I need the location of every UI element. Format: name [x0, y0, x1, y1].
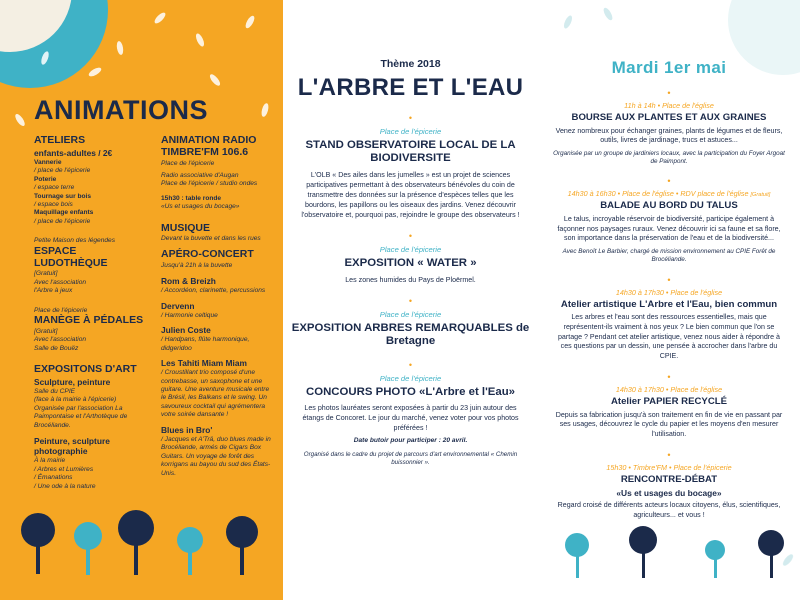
event-body: Les zones humides du Pays de Ploërmel.: [345, 275, 476, 284]
atelier-item-place: / place de l'épicerie: [34, 167, 91, 175]
event-time: 14h30 à 17h30 • Place de l'église: [615, 287, 723, 297]
section-ludotheque: [34, 237, 147, 295]
radio-slot: 15h30 : table ronde: [161, 194, 222, 202]
right-event-3: [538, 275, 800, 362]
event-time: [538, 189, 800, 198]
right-event-4: [538, 372, 800, 440]
manege-title: MANÈGE À PÉDALES: [34, 314, 144, 327]
section-expositions-art: [34, 364, 147, 491]
radio-place: Place de l'épicerie: [161, 159, 215, 167]
event-body: Les arbres et l'eau sont des ressources essentielles, mais que représentent-ils vraiment à nos yeux ? Le bien commun que l'on se partage ? Pendant cet atelier artistique, venez nous aider à répondre à ces questions par un dessin, une pensée à accrocher dans l'arbre du CPIE.: [557, 313, 781, 361]
band-2: Dervenn: [161, 300, 195, 311]
dot-separator: •: [408, 113, 413, 123]
event-title: Atelier artistique L'Arbre et l'Eau, bien commun: [560, 298, 778, 310]
expo-art-item2-l1: / Arbres et Lumières: [34, 465, 94, 473]
radio-org: Radio associative d'Augan: [161, 171, 239, 179]
expo-art-title: EXPOSITONS D'ART: [34, 363, 137, 376]
expo-art-item1-org: Organisée par l'association La Paimpontaise et l'Arthotèque de Brocéliande.: [34, 404, 128, 429]
ludotheque-badge: [Gratuit]: [34, 270, 58, 278]
section-ateliers: [34, 135, 147, 226]
left-column-2: [161, 135, 274, 502]
manege-org: Avec l'association: [34, 336, 87, 344]
right-event-1: [538, 88, 800, 166]
dot-separator: •: [667, 176, 671, 187]
expo-art-item1: Sculpture, peinture: [34, 376, 111, 387]
atelier-item: Vannerie: [34, 158, 62, 166]
event-place: Place de l'épicerie: [379, 245, 442, 255]
expo-art-item1-place: Salle du CPIE: [34, 387, 76, 395]
section-radio: [161, 135, 274, 212]
expo-art-item2-l2: / Émanations: [34, 474, 73, 482]
tree-illustrations: [0, 510, 283, 600]
expo-art-item2-l3: / Une ode à la nature: [34, 482, 96, 490]
event-body: Depuis sa fabrication jusqu'à son traitement en fin de vie en passant par ses usages, découvrez le cycle du papier et les moyens d'en mesurer l'utilisation.: [555, 410, 783, 439]
event-body: L'OLB « Des ailes dans les jumelles » est un projet de sciences participatives permettant à des observateurs bénévoles du coin de transmettre des données sur la présence d'espèces telles que les bourdons, les papillons ou les oiseaux des jardins. Venez découvrir l'observatoire et, pourquoi pas, rejoindre le groupe des observateurs !: [301, 170, 520, 220]
band-1-desc: / Accordéon, clarinette, percussions: [161, 287, 266, 295]
band-5: Blues in Bro': [161, 424, 213, 435]
expo-art-item2-place: À la mairie: [34, 457, 66, 465]
band-4: Les Tahiti Miam Miam: [161, 358, 247, 369]
atelier-item-place: / place de l'épicerie: [34, 217, 91, 225]
event-body: Regard croisé de différents acteurs locaux citoyens, élus, scientifiques, agriculteurs... et vous !: [557, 501, 781, 520]
dot-separator: •: [408, 295, 413, 306]
right-column: [538, 0, 800, 600]
left-column-1: [34, 135, 147, 502]
manege-pre: Place de l'épicerie: [34, 306, 88, 314]
dot-separator: •: [408, 359, 413, 370]
event-time: 11h à 14h • Place de l'église: [624, 101, 714, 110]
ludotheque-org2: l'Arbre à jeux: [34, 287, 73, 295]
event-body: Venez nombreux pour échanger graines, plants de légumes et de fleurs, outils, livres de jardinage, trucs et astuces...: [555, 126, 783, 145]
event-title: STAND OBSERVATOIRE LOCAL DE LA BIODIVERSITE: [305, 139, 516, 165]
musique-title: MUSIQUE: [161, 221, 211, 234]
event-body: Le talus, incroyable réservoir de biodiversité, participe également à façonner nos paysages ruraux. Venez découvrir ici sa faune et sa flore, son importance dans la préservation de l'eau et de la biodiversité...: [557, 214, 781, 243]
animations-heading: ANIMATIONS: [34, 95, 208, 125]
event-title: EXPOSITION « WATER »: [344, 257, 477, 270]
event-title: Atelier PAPIER RECYCLÉ: [610, 396, 728, 407]
event-deadline: Date butoir pour participer : 20 avril.: [353, 437, 468, 445]
event-place: Place de l'épicerie: [379, 373, 442, 383]
section-musique: [161, 223, 274, 478]
band-3: Julien Coste: [161, 325, 211, 336]
apero-concert-time: Jusqu'à 21h à la buvette: [161, 261, 233, 269]
event-time-text: 14h30 à 16h30 • Place de l'église: [567, 189, 674, 199]
ludotheque-pre: Petite Maison des légendes: [34, 237, 116, 245]
manege-org2: Salle de Bouëz: [34, 344, 79, 352]
manege-badge: [Gratuit]: [34, 327, 58, 335]
event-rdv: • RDV place de l'église: [675, 189, 749, 199]
expo-art-item2: Peinture, sculpture photographie: [34, 436, 110, 457]
mid-event-1: [283, 113, 538, 220]
event-time: 14h30 à 17h30 • Place de l'église: [615, 385, 723, 394]
event-title: BALADE AU BORD DU TALUS: [600, 200, 738, 212]
event-title: RENCONTRE-DÉBAT: [620, 473, 718, 485]
event-title: CONCOURS PHOTO «L'Arbre et l'Eau»: [305, 385, 515, 398]
atelier-item: Poterie: [34, 175, 57, 183]
theme-title: L'ARBRE ET L'EAU: [297, 74, 524, 101]
tree-illustrations-right: [565, 526, 784, 578]
band-2-desc: / Harmonie celtique: [161, 311, 218, 319]
radio-studio: Place de l'épicerie / studio ondes: [161, 180, 258, 188]
middle-column: [283, 0, 538, 600]
event-body: Les photos lauréates seront exposées à partir du 23 juin autour des étangs de Concoret. Le jour du marché, venez voter pour vos photos préférées !: [302, 404, 519, 433]
mid-event-3: [283, 296, 538, 349]
event-note: Organisé dans le cadre du projet de parcours d'art environnemental « Chemin buissonnier ».: [303, 450, 518, 466]
mid-event-4: [283, 360, 538, 468]
radio-title: ANIMATION RADIO TIMBRE'FM 106.6: [161, 134, 257, 158]
atelier-item: Maquillage enfants: [34, 209, 94, 217]
dot-separator: •: [667, 372, 671, 382]
right-event-2: [538, 176, 800, 264]
ateliers-title: ATELIERS: [34, 134, 86, 146]
event-subtitle: «Us et usages du bocage»: [616, 488, 722, 499]
event-title: BOURSE AUX PLANTES ET AUX GRAINES: [571, 112, 767, 123]
event-place: Place de l'épicerie: [379, 127, 442, 136]
left-panel: [0, 0, 283, 600]
expo-art-item1-note: (face à la mairie à l'épicerie): [34, 396, 117, 404]
day-heading: Mardi 1er mai: [611, 58, 727, 77]
dot-separator: •: [667, 449, 671, 460]
atelier-item-place: / espace terre: [34, 184, 75, 192]
event-time: 15h30 • Timbre'FM • Place de l'épicerie: [606, 462, 732, 472]
apero-concert-title: APÉRO-CONCERT: [161, 247, 254, 260]
event-badge: [Gratuit]: [750, 192, 771, 199]
ludotheque-org: Avec l'association: [34, 278, 87, 286]
dot-separator: •: [408, 231, 413, 242]
band-3-desc: / Handpans, flûte harmonique, didgeridoo: [161, 336, 250, 352]
dot-separator: •: [667, 274, 671, 285]
atelier-item: Tournage sur bois: [34, 192, 92, 200]
musique-place: Devant la buvette et dans les rues: [161, 235, 261, 243]
ateliers-subtitle: enfants-adultes / 2€: [34, 147, 113, 158]
event-note: Avec Benoît Le Barbier, chargé de mission environnement au CPIE Forêt de Brocéliande.: [562, 248, 776, 264]
event-title: EXPOSITION ARBRES REMARQUABLES de Bretagne: [291, 321, 530, 348]
ludotheque-title: ESPACE LUDOTHÈQUE: [34, 244, 108, 269]
theme-label: Thème 2018: [380, 58, 441, 70]
band-4-desc: / Croustillant trio composé d'une contrebasse, un saxophone et une guitare. Une aventure musicale entre le Brésil, les Balkans et le swing. Un savoureux cocktail qui agrémentera votre soirée dansante !: [161, 369, 270, 419]
atelier-item-place: / espace bois: [34, 201, 73, 209]
event-note: Organisée par un groupe de jardiniers locaux, avec la participation du Foyer Argoat de Paimpont.: [553, 150, 785, 166]
right-event-5: [538, 450, 800, 521]
radio-slot-sub: «Us et usages du bocage»: [161, 203, 240, 211]
band-5-desc: / Jacques et A'Trä, duo blues made in Brocéliande, armés de Cigars Box Guitars. Un voyage de forêt des korrigans au bayou du sud des États-Unis.: [161, 435, 271, 477]
section-manege: [34, 307, 147, 354]
event-place: Place de l'épicerie: [379, 309, 442, 319]
left-columns: [34, 135, 274, 502]
dot-separator: •: [667, 88, 671, 98]
band-1: Rom & Breizh: [161, 276, 216, 287]
mid-event-2: [283, 231, 538, 285]
